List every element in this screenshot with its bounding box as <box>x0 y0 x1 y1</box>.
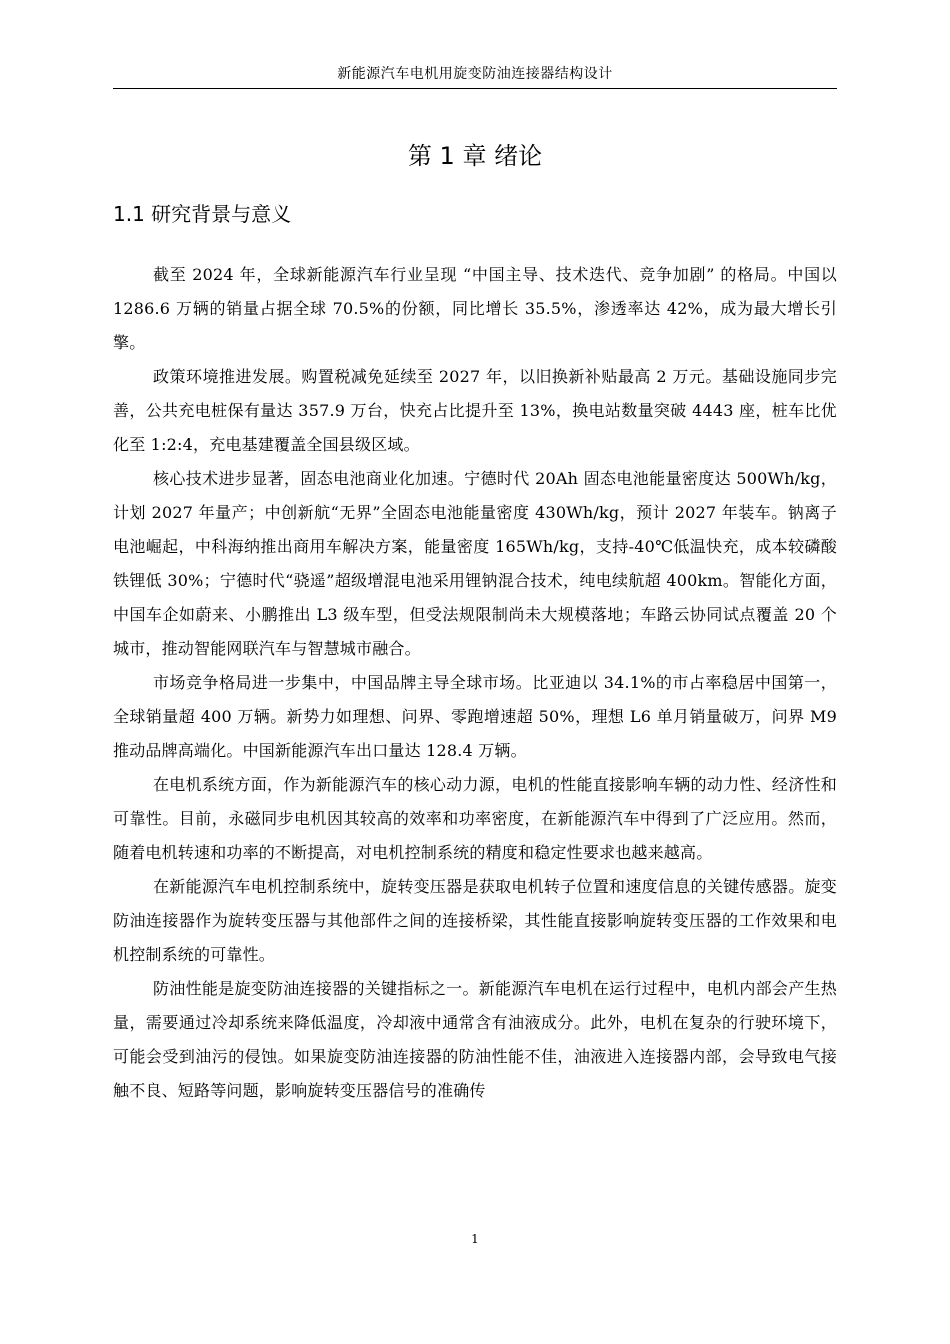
chapter-title: 第 1 章 绪论 <box>407 142 543 170</box>
paragraph-1: 截至 2024 年，全球新能源汽车行业呈现 “中国主导、技术迭代、竞争加剧” 的格局。中国以 1286.6 万辆的销量占据全球 70.5%的份额，同比增长 35.5%，渗透率达 42%，成为最大增长引擎。 <box>113 265 837 352</box>
body-text <box>113 258 837 1108</box>
section-title: 1.1 研究背景与意义 <box>113 202 292 226</box>
paragraph-7: 防油性能是旋变防油连接器的关键指标之一。新能源汽车电机在运行过程中，电机内部会产生热量，需要通过冷却系统来降低温度，冷却液中通常含有油液成分。此外，电机在复杂的行驶环境下，可能会受到油污的侵蚀。如果旋变防油连接器的防油性能不佳，油液进入连接器内部，会导致电气接触不良、短路等问题，影响旋转变压器信号的准确传 <box>113 979 837 1100</box>
paragraph-6: 在新能源汽车电机控制系统中，旋转变压器是获取电机转子位置和速度信息的关键传感器。旋变防油连接器作为旋转变压器与其他部件之间的连接桥梁，其性能直接影响旋转变压器的工作效果和电机控制系统的可靠性。 <box>113 877 837 964</box>
page-number: 1 <box>471 1232 479 1246</box>
paragraph-5: 在电机系统方面，作为新能源汽车的核心动力源，电机的性能直接影响车辆的动力性、经济性和可靠性。目前，永磁同步电机因其较高的效率和功率密度，在新能源汽车中得到了广泛应用。然而，随着电机转速和功率的不断提高，对电机控制系统的精度和稳定性要求也越来越高。 <box>113 775 837 862</box>
running-header: 新能源汽车电机用旋变防油连接器结构设计 <box>337 66 613 82</box>
paragraph-3: 核心技术进步显著，固态电池商业化加速。宁德时代 20Ah 固态电池能量密度达 500Wh/kg，计划 2027 年量产；中创新航“无界”全固态电池能量密度 430Wh/kg，预计 2027 年装车。钠离子电池崛起，中科海纳推出商用车解决方案，能量密度 165Wh/kg，支持-40℃低温快充，成本较磷酸铁锂低 30%；宁德时代“骁遥”超级增混电池采用锂钠混合技术，纯电续航超 400km。智能化方面，中国车企如蔚来、小鹏推出 L3 级车型，但受法规限制尚未大规模落地；车路云协同试点覆盖 20 个城市，推动智能网联汽车与智慧城市融合。 <box>113 469 837 658</box>
paragraph-2: 政策环境推进发展。购置税减免延续至 2027 年，以旧换新补贴最高 2 万元。基础设施同步完善，公共充电桩保有量达 357.9 万台，快充占比提升至 13%，换电站数量突破 4443 座，桩车比优化至 1:2:4，充电基建覆盖全国县级区域。 <box>113 367 837 454</box>
paragraph-4: 市场竞争格局进一步集中，中国品牌主导全球市场。比亚迪以 34.1%的市占率稳居中国第一，全球销量超 400 万辆。新势力如理想、问界、零跑增速超 50%，理想 L6 单月销量破万，问界 M9 推动品牌高端化。中国新能源汽车出口量达 128.4 万辆。 <box>113 673 837 760</box>
header-rule <box>113 88 837 89</box>
